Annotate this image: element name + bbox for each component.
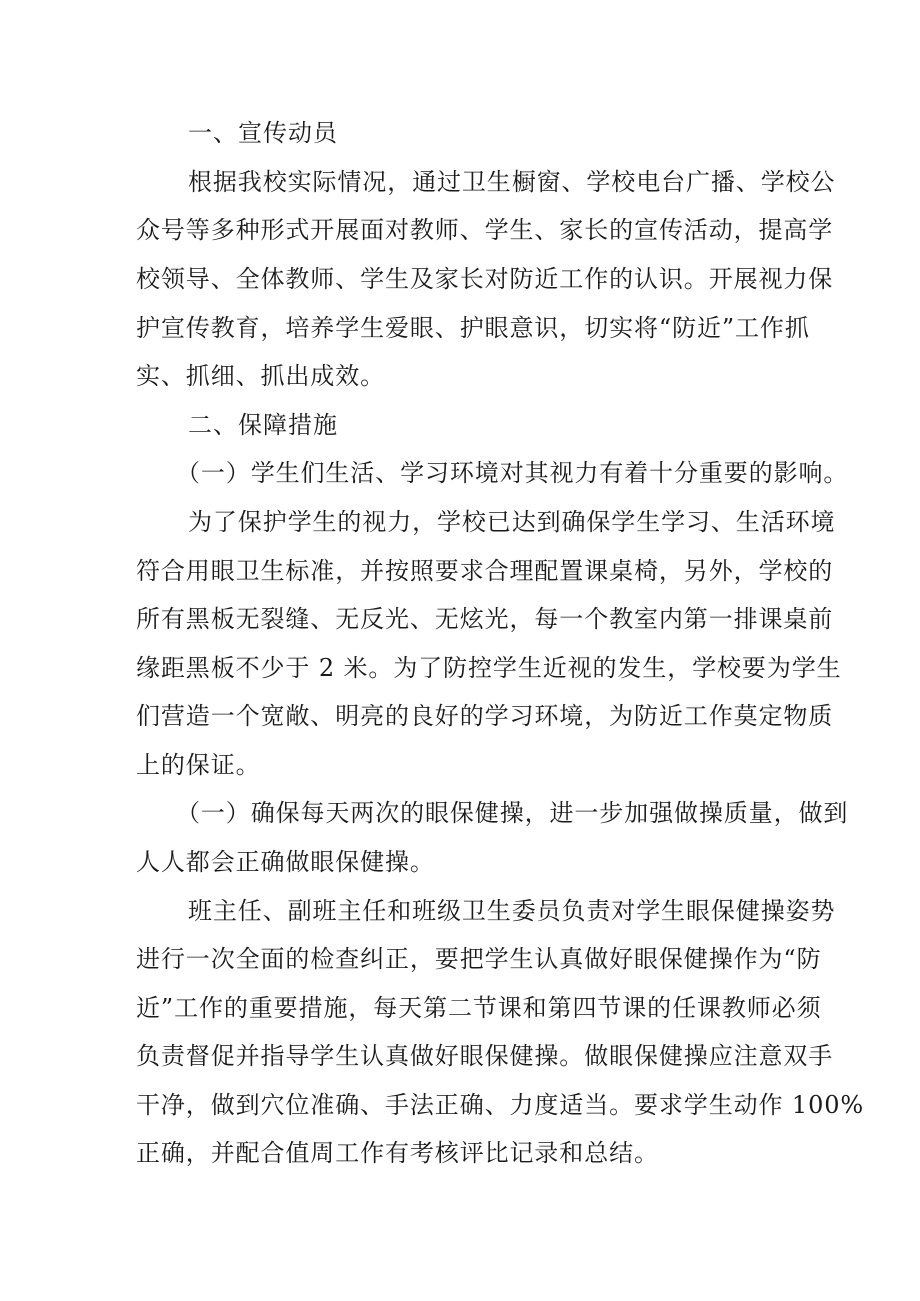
paragraph-line: 们营造一个宽敞、明亮的良好的学习环境，为防近工作莫定物质 <box>136 702 834 730</box>
paragraph-line: 为了保护学生的视力，学校已达到确保学生学习、生活环境 <box>188 508 836 536</box>
paragraph-line: 缘距黑板不少于 2 米。为了防控学生近视的发生，学校要为学生 <box>136 654 842 682</box>
paragraph-line: 校领导、全体教师、学生及家长对防近工作的认识。开展视力保 <box>136 265 834 293</box>
paragraph-line: 上的保证。 <box>136 751 261 779</box>
paragraph-line: 近”工作的重要措施，每天第二节课和第四节课的任课教师必须 <box>136 994 822 1022</box>
paragraph-line: 实、抓细、抓出成效。 <box>136 362 385 390</box>
subsection-title: （一）学生们生活、学习环境对其视力有着十分重要的影响。 <box>176 459 849 487</box>
paragraph-line: 正确，并配合值周工作有考核评比记录和总结。 <box>136 1139 659 1167</box>
paragraph-line: 所有黑板无裂缝、无反光、无炫光，每一个教室内第一排课桌前 <box>136 605 834 633</box>
paragraph-line: 根据我校实际情况，通过卫生橱窗、学校电台广播、学校公 <box>188 168 836 196</box>
paragraph-line: 班主任、副班主任和班级卫生委员负责对学生眼保健操姿势 <box>188 897 836 925</box>
paragraph-line: 干净，做到穴位准确、手法正确、力度适当。要求学生动作 100% <box>136 1091 865 1119</box>
paragraph-line: 进行一次全面的检查纠正，要把学生认真做好眼保健操作为“防 <box>136 945 822 973</box>
section-heading-publicity: 一、宣传动员 <box>188 119 338 147</box>
paragraph-line: 护宣传教育，培养学生爱眼、护眼意识，切实将“防近”工作抓 <box>136 314 810 342</box>
subsection-title: （一）确保每天两次的眼保健操，进一步加强做操质量，做到 <box>176 799 849 827</box>
paragraph-line: 负责督促并指导学生认真做好眼保健操。做眼保健操应注意双手 <box>136 1042 834 1070</box>
subsection-title-continued: 人人都会正确做眼保健操。 <box>136 848 435 876</box>
paragraph-line: 众号等多种形式开展面对教师、学生、家长的宣传活动，提高学 <box>136 216 834 244</box>
section-heading-measures: 二、保障措施 <box>188 411 338 439</box>
paragraph-line: 符合用眼卫生标准，并按照要求合理配置课桌椅，另外，学校的 <box>136 557 834 585</box>
